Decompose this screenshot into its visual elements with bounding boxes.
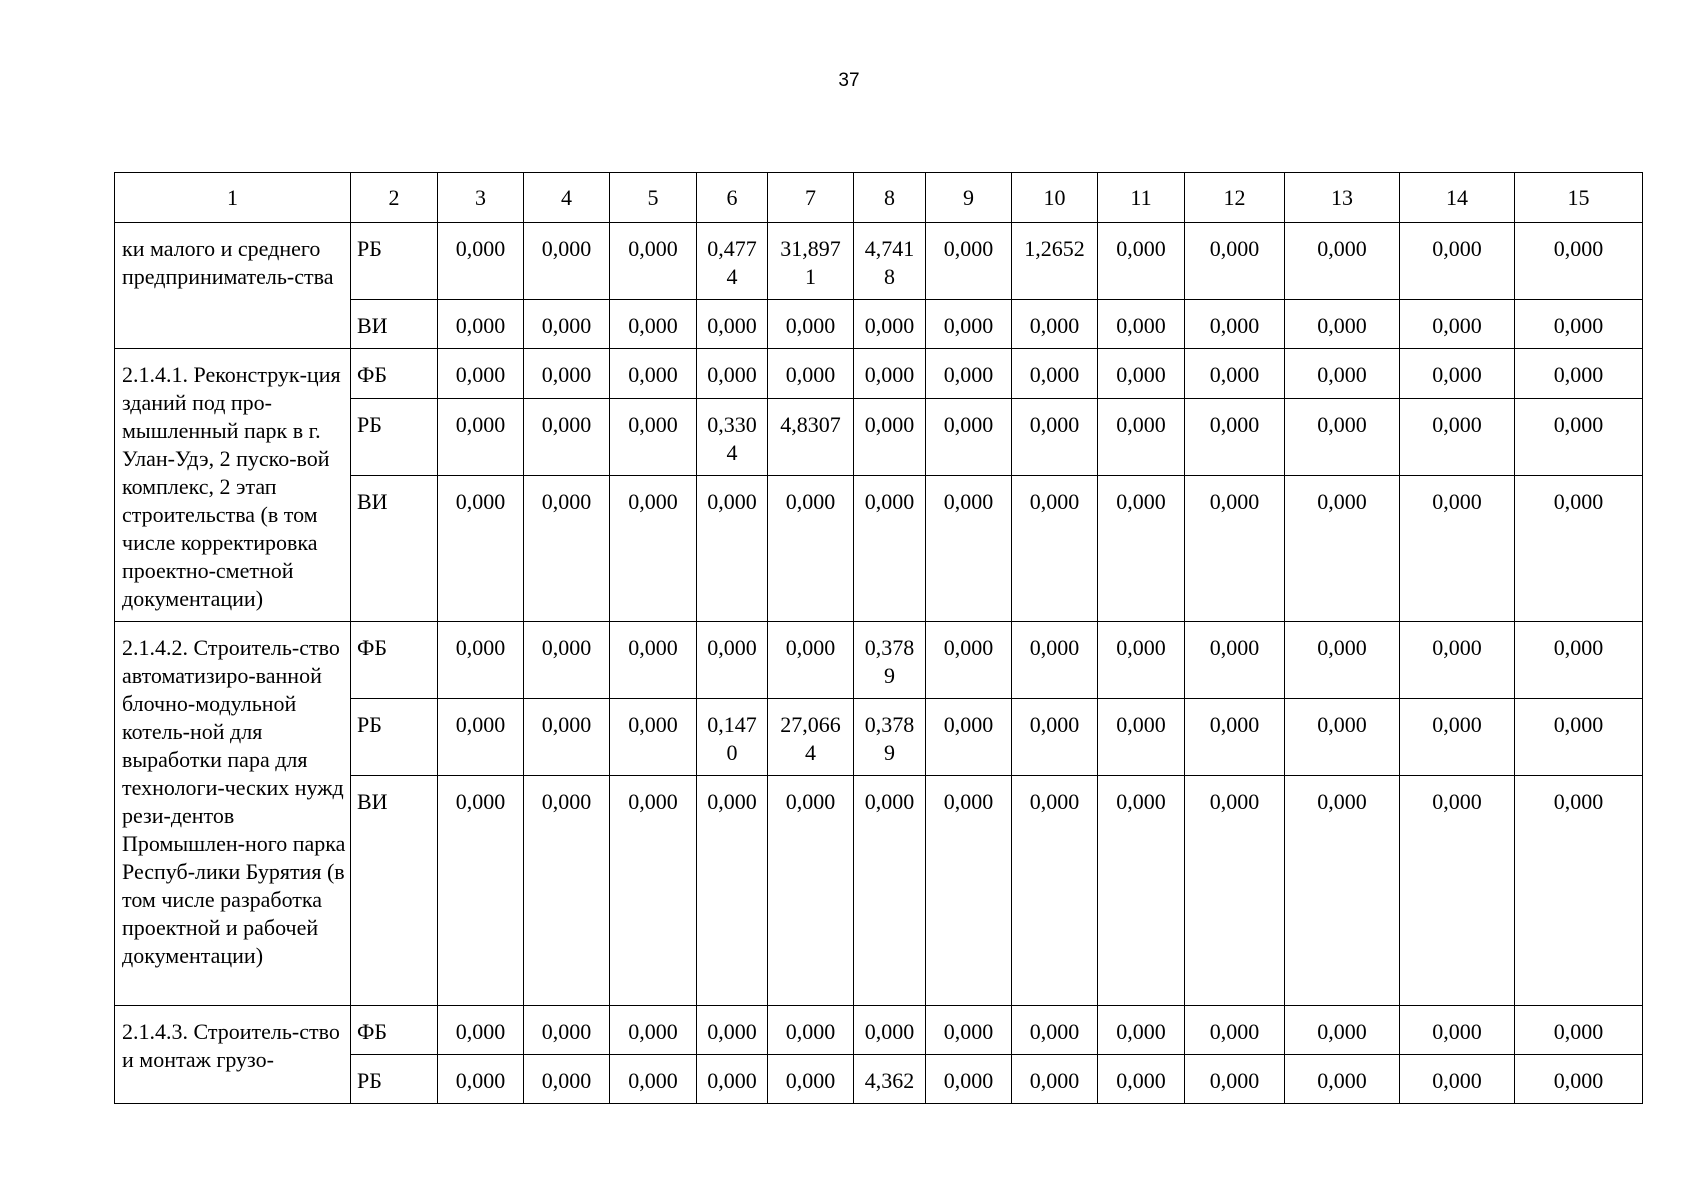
- value-cell: 0,000: [1185, 300, 1285, 349]
- value-cell: 0,000: [1285, 1055, 1400, 1104]
- value-cell: 0,000: [768, 622, 854, 699]
- value-cell: 0,000: [926, 399, 1012, 476]
- value-cell: 0,000: [926, 1006, 1012, 1055]
- value-cell: 0,000: [768, 1006, 854, 1055]
- value-cell: 0,000: [1185, 622, 1285, 699]
- value-cell: 0,000: [1185, 476, 1285, 622]
- value-cell: 0,000: [610, 1006, 697, 1055]
- header-cell: 14: [1400, 173, 1515, 223]
- header-cell: 11: [1098, 173, 1185, 223]
- value-cell: 0,000: [1012, 300, 1098, 349]
- value-cell: 0,000: [1012, 1055, 1098, 1104]
- value-cell: 0,000: [697, 776, 768, 1006]
- funding-source: РБ: [351, 399, 438, 476]
- value-cell: 0,000: [1515, 776, 1643, 1006]
- header-cell: 7: [768, 173, 854, 223]
- value-cell: 0,000: [926, 622, 1012, 699]
- header-cell: 10: [1012, 173, 1098, 223]
- value-cell: 0,000: [1515, 300, 1643, 349]
- value-cell: 0,000: [1515, 622, 1643, 699]
- value-cell: 0,000: [1098, 699, 1185, 776]
- value-cell: 0,000: [524, 349, 610, 399]
- value-cell: 0,000: [438, 1055, 524, 1104]
- value-cell: 4,362: [854, 1055, 926, 1104]
- header-cell: 5: [610, 173, 697, 223]
- value-cell: 0,000: [1285, 300, 1400, 349]
- value-cell: 0,000: [1515, 1006, 1643, 1055]
- value-cell: 0,000: [697, 622, 768, 699]
- value-cell: 0,000: [768, 349, 854, 399]
- value-cell: 0,000: [1285, 776, 1400, 1006]
- funding-source: ФБ: [351, 1006, 438, 1055]
- value-cell: 0,000: [1400, 349, 1515, 399]
- value-cell: 0,000: [1515, 699, 1643, 776]
- value-cell: 0,000: [1515, 476, 1643, 622]
- value-cell: 0,000: [768, 476, 854, 622]
- value-cell: 0,000: [926, 699, 1012, 776]
- value-cell: 0,000: [697, 1055, 768, 1104]
- header-cell: 9: [926, 173, 1012, 223]
- value-cell: 0,000: [1185, 349, 1285, 399]
- value-cell: 0,000: [438, 776, 524, 1006]
- value-cell: 0,000: [1400, 1006, 1515, 1055]
- value-cell: 0,000: [1400, 699, 1515, 776]
- value-cell: 0,378 9: [854, 622, 926, 699]
- value-cell: 0,000: [926, 349, 1012, 399]
- header-cell: 3: [438, 173, 524, 223]
- value-cell: 0,000: [1012, 1006, 1098, 1055]
- header-cell: 6: [697, 173, 768, 223]
- value-cell: 0,000: [926, 223, 1012, 300]
- value-cell: 0,000: [524, 622, 610, 699]
- value-cell: 0,000: [1285, 699, 1400, 776]
- value-cell: 0,000: [1285, 223, 1400, 300]
- value-cell: 0,000: [1285, 476, 1400, 622]
- value-cell: 0,000: [524, 1055, 610, 1104]
- value-cell: 0,000: [854, 776, 926, 1006]
- value-cell: 0,000: [1400, 223, 1515, 300]
- value-cell: 1,2652: [1012, 223, 1098, 300]
- value-cell: 0,000: [1012, 622, 1098, 699]
- value-cell: 0,000: [1012, 399, 1098, 476]
- value-cell: 31,897 1: [768, 223, 854, 300]
- value-cell: 0,000: [524, 1006, 610, 1055]
- value-cell: 0,000: [1185, 699, 1285, 776]
- value-cell: 0,000: [854, 349, 926, 399]
- value-cell: 0,000: [1185, 223, 1285, 300]
- value-cell: 0,000: [854, 476, 926, 622]
- value-cell: 0,147 0: [697, 699, 768, 776]
- header-cell: 8: [854, 173, 926, 223]
- value-cell: 0,000: [438, 476, 524, 622]
- table-row: [115, 349, 1643, 399]
- funding-source: ФБ: [351, 349, 438, 399]
- value-cell: 0,000: [1285, 349, 1400, 399]
- value-cell: 0,000: [610, 699, 697, 776]
- value-cell: 0,000: [524, 476, 610, 622]
- value-cell: 0,000: [1012, 476, 1098, 622]
- value-cell: 0,000: [1400, 776, 1515, 1006]
- value-cell: 0,378 9: [854, 699, 926, 776]
- header-cell: 15: [1515, 173, 1643, 223]
- row-description: ки малого и среднего предприниматель-ства: [115, 223, 351, 349]
- value-cell: 0,477 4: [697, 223, 768, 300]
- value-cell: 0,000: [438, 300, 524, 349]
- value-cell: 0,000: [1185, 776, 1285, 1006]
- value-cell: 0,000: [438, 699, 524, 776]
- value-cell: 0,000: [768, 300, 854, 349]
- row-description: 2.1.4.3. Строитель-ство и монтаж грузо-: [115, 1006, 351, 1104]
- value-cell: 0,000: [610, 476, 697, 622]
- value-cell: 0,000: [1285, 622, 1400, 699]
- header-cell: 2: [351, 173, 438, 223]
- value-cell: 0,000: [610, 1055, 697, 1104]
- value-cell: 0,000: [524, 300, 610, 349]
- value-cell: 0,000: [1098, 476, 1185, 622]
- funding-source: РБ: [351, 1055, 438, 1104]
- budget-table: [114, 172, 1643, 1104]
- funding-source: ВИ: [351, 476, 438, 622]
- value-cell: 0,000: [1098, 300, 1185, 349]
- value-cell: 0,330 4: [697, 399, 768, 476]
- header-row: [115, 173, 1643, 223]
- value-cell: 0,000: [1515, 223, 1643, 300]
- funding-source: ВИ: [351, 776, 438, 1006]
- value-cell: 0,000: [438, 1006, 524, 1055]
- value-cell: 0,000: [1515, 349, 1643, 399]
- value-cell: 0,000: [1400, 399, 1515, 476]
- value-cell: 0,000: [1285, 399, 1400, 476]
- value-cell: 0,000: [524, 699, 610, 776]
- value-cell: 4,741 8: [854, 223, 926, 300]
- value-cell: 0,000: [524, 776, 610, 1006]
- value-cell: 0,000: [524, 399, 610, 476]
- value-cell: 0,000: [926, 776, 1012, 1006]
- value-cell: 0,000: [926, 1055, 1012, 1104]
- value-cell: 0,000: [610, 300, 697, 349]
- table-row: [115, 1006, 1643, 1055]
- value-cell: 0,000: [926, 476, 1012, 622]
- value-cell: 0,000: [854, 399, 926, 476]
- value-cell: 0,000: [610, 223, 697, 300]
- value-cell: 0,000: [1012, 349, 1098, 399]
- header-cell: 12: [1185, 173, 1285, 223]
- value-cell: 0,000: [1098, 1006, 1185, 1055]
- value-cell: 0,000: [1098, 223, 1185, 300]
- value-cell: 0,000: [610, 349, 697, 399]
- value-cell: 0,000: [768, 1055, 854, 1104]
- value-cell: 0,000: [610, 776, 697, 1006]
- funding-source: РБ: [351, 699, 438, 776]
- value-cell: 0,000: [697, 1006, 768, 1055]
- value-cell: 0,000: [1400, 1055, 1515, 1104]
- funding-source: ФБ: [351, 622, 438, 699]
- value-cell: 0,000: [697, 300, 768, 349]
- value-cell: 0,000: [1098, 399, 1185, 476]
- header-cell: 13: [1285, 173, 1400, 223]
- value-cell: 0,000: [1012, 699, 1098, 776]
- value-cell: 0,000: [1012, 776, 1098, 1006]
- value-cell: 0,000: [854, 300, 926, 349]
- value-cell: 0,000: [1400, 476, 1515, 622]
- value-cell: 0,000: [697, 476, 768, 622]
- value-cell: 0,000: [1098, 622, 1185, 699]
- value-cell: 0,000: [1400, 300, 1515, 349]
- value-cell: 0,000: [1098, 776, 1185, 1006]
- value-cell: 0,000: [926, 300, 1012, 349]
- header-cell: 4: [524, 173, 610, 223]
- value-cell: 0,000: [610, 399, 697, 476]
- value-cell: 27,066 4: [768, 699, 854, 776]
- value-cell: 0,000: [438, 399, 524, 476]
- value-cell: 0,000: [697, 349, 768, 399]
- table-header: [115, 173, 1643, 223]
- row-description: 2.1.4.2. Строитель-ство автоматизиро-ванной блочно-модульной котель-ной для выработки пара для технологи-ческих нужд рези-дентов Промышлен-ного парка Респуб-лики Бурятия (в том числе разработка проектной и рабочей документации): [115, 622, 351, 1006]
- value-cell: 0,000: [1400, 622, 1515, 699]
- table-body: [115, 223, 1643, 1104]
- value-cell: 0,000: [438, 223, 524, 300]
- value-cell: 0,000: [854, 1006, 926, 1055]
- funding-source: ВИ: [351, 300, 438, 349]
- value-cell: 0,000: [1098, 1055, 1185, 1104]
- value-cell: 0,000: [438, 349, 524, 399]
- value-cell: 0,000: [1285, 1006, 1400, 1055]
- header-cell: 1: [115, 173, 351, 223]
- funding-source: РБ: [351, 223, 438, 300]
- value-cell: 0,000: [768, 776, 854, 1006]
- value-cell: 0,000: [524, 223, 610, 300]
- value-cell: 0,000: [1515, 1055, 1643, 1104]
- value-cell: 4,8307: [768, 399, 854, 476]
- table-row: [115, 622, 1643, 699]
- value-cell: 0,000: [1185, 1006, 1285, 1055]
- value-cell: 0,000: [1515, 399, 1643, 476]
- value-cell: 0,000: [438, 622, 524, 699]
- value-cell: 0,000: [1185, 1055, 1285, 1104]
- page-number: 37: [838, 70, 860, 91]
- value-cell: 0,000: [1098, 349, 1185, 399]
- value-cell: 0,000: [1185, 399, 1285, 476]
- value-cell: 0,000: [610, 622, 697, 699]
- row-description: 2.1.4.1. Реконструк-ция зданий под про-мышленный парк в г. Улан-Удэ, 2 пуско-вой комплекс, 2 этап строительства (в том числе корректировка проектно-сметной документации): [115, 349, 351, 622]
- table-row: [115, 223, 1643, 300]
